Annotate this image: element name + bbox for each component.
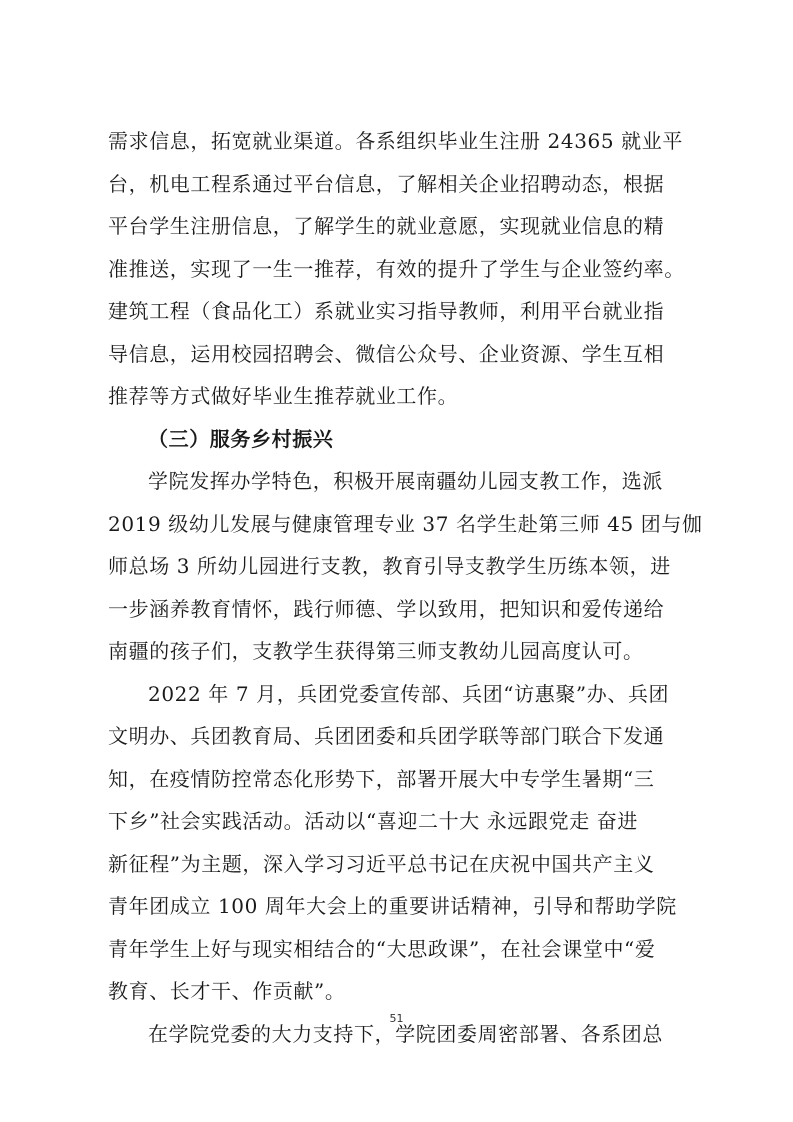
text-line: 准推送，实现了一生一推荐，有效的提升了学生与企业签约率。: [108, 256, 685, 281]
text-line: 2019 级幼儿发展与健康管理专业 37 名学生赴第三师 45 团与伽: [108, 511, 703, 536]
text-line: 一步涵养教育情怀，践行师德、学以致用，把知识和爱传递给: [108, 596, 665, 621]
text-line: 学院发挥办学特色，积极开展南疆幼儿园支教工作，选派: [148, 469, 663, 493]
text-line: 台，机电工程系通过平台信息，了解相关企业招聘动态，根据: [108, 171, 665, 196]
text-line: 新征程”为主题，深入学习习近平总书记在庆祝中国共产主义: [108, 851, 655, 876]
text-line: 师总场 3 所幼儿园进行支教，教育引导支教学生历练本领，进: [108, 554, 671, 578]
text-line: 导信息，运用校园招聘会、微信公众号、企业资源、学生互相: [108, 341, 665, 366]
text-line: 建筑工程（食品化工）系就业实习指导教师，利用平台就业指: [108, 299, 665, 323]
text-line: 知，在疫情防控常态化形势下，部署开展大中专学生暑期“三: [108, 766, 655, 791]
text-line: 南疆的孩子们，支教学生获得第三师支教幼儿园高度认可。: [108, 639, 644, 663]
text-line: 在学院党委的大力支持下，学院团委周密部署、各系团总: [148, 1021, 663, 1046]
section-heading: （三）服务乡村振兴: [148, 426, 334, 451]
page-number: 51: [389, 1012, 404, 1025]
text-line: 教育、长才干、作贡献”。: [108, 979, 346, 1003]
text-line: 推荐等方式做好毕业生推荐就业工作。: [108, 384, 459, 408]
text-line: 文明办、兵团教育局、兵团团委和兵团学联等部门联合下发通: [108, 724, 665, 748]
text-line: 青年团成立 100 周年大会上的重要讲话精神，引导和帮助学院: [108, 894, 677, 918]
body-text: [108, 120, 703, 1055]
text-line: 2022 年 7 月，兵团党委宣传部、兵团“访惠聚”办、兵团: [148, 681, 670, 706]
text-line: 下乡”社会实践活动。活动以“喜迎二十大 永远跟党走 奋进: [108, 809, 638, 833]
text-line: 平台学生注册信息，了解学生的就业意愿，实现就业信息的精: [108, 214, 665, 238]
text-line: 需求信息，拓宽就业渠道。各系组织毕业生注册 24365 就业平: [108, 129, 683, 153]
text-line: 青年学生上好与现实相结合的“大思政课”，在社会课堂中“爱: [108, 936, 656, 961]
